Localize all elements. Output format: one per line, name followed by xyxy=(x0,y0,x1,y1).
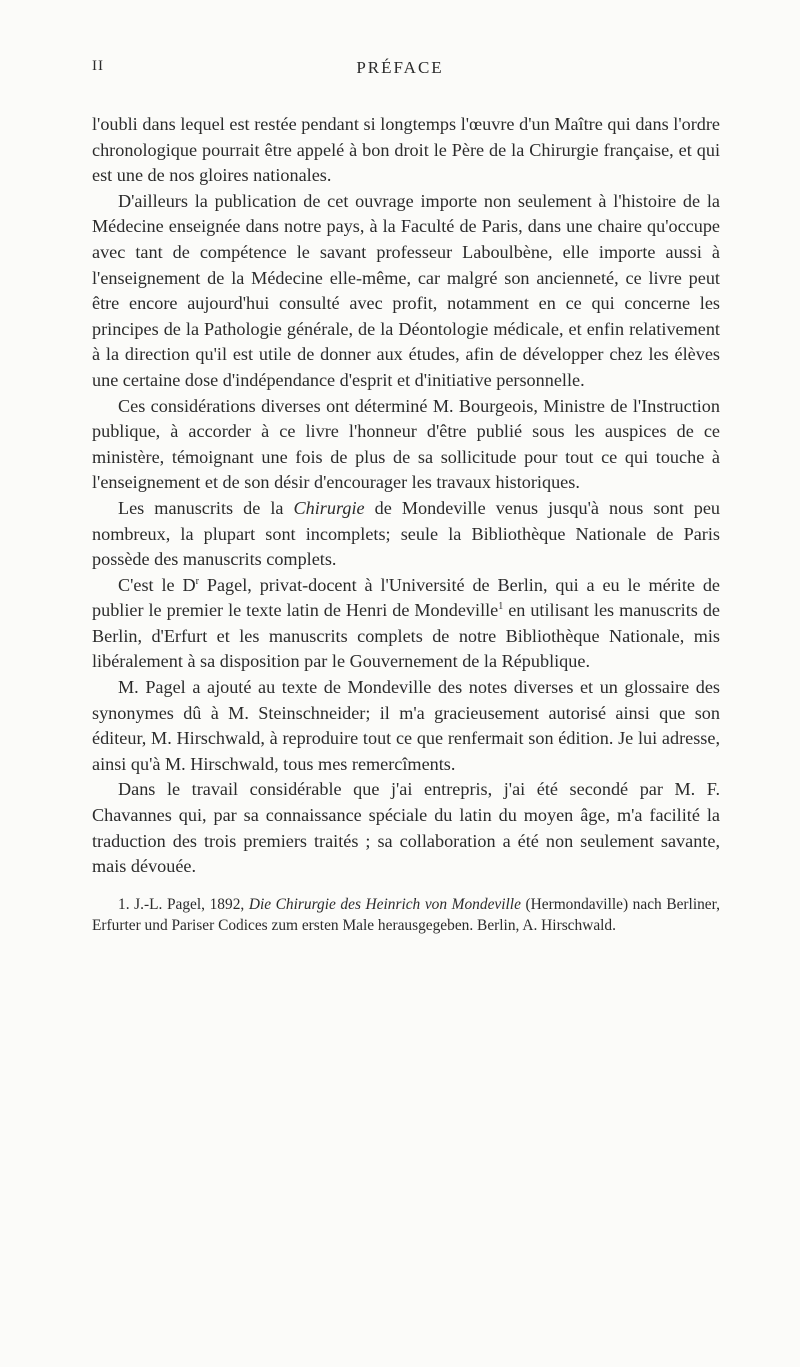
paragraph-5-middle: Pagel, privat-docent à l'Université de Berlin, qui a eu le mérite de publier le premier le texte latin de Henri de Mondeville xyxy=(92,574,720,621)
paragraph-5-end: en utilisant les manuscrits de Berlin, d'Erfurt et les manuscrits complets de notre Bibliothèque Nationale, mis libéralement à sa disposition par le Gouvernement de la République. xyxy=(92,600,720,672)
paragraph-3: Ces considérations diverses ont déterminé M. Bourgeois, Ministre de l'Instruction publique, à accorder à ce livre l'honneur d'être publié sous les auspices de ce ministère, témoignant une fois de plus de sa sollicitude pour tout ce qui touche à l'enseignement et de son désir d'encourager les travaux historiques. xyxy=(92,395,720,493)
doctor-abbreviation-sup: r xyxy=(195,575,199,587)
chirurgie-title-italic: Chirurgie xyxy=(293,497,365,518)
footnote xyxy=(92,894,720,936)
paragraph-4-start: Les manuscrits de la xyxy=(118,497,294,518)
footnote-book-title: Die Chirurgie des Heinrich von Mondeville xyxy=(248,895,521,913)
footnote-reference: 1 xyxy=(498,601,504,613)
footnote-start: 1. J.-L. Pagel, 1892, xyxy=(118,895,249,913)
paragraph-4-end: de Mondeville venus jusqu'à nous sont peu nombreux, la plupart sont incomplets; seule la Bibliothèque Nationale de Paris possède des manuscrits complets. xyxy=(92,497,720,570)
body-text xyxy=(92,112,720,936)
page-number: II xyxy=(92,58,104,74)
footnote-end: (Hermondaville) nach Berliner, Erfurter und Pariser Codices zum ersten Male herausgegeben. Berlin, A. Hirschwald. xyxy=(92,895,720,934)
paragraph-7: Dans le travail considérable que j'ai entrepris, j'ai été secondé par M. F. Chavannes qui, par sa connaissance spéciale du latin du moyen âge, m'a facilité la traduction des trois premiers traités ; sa collaboration a été non seulement savante, mais dévouée. xyxy=(92,779,720,877)
paragraph-1: l'oubli dans lequel est restée pendant si longtemps l'œuvre d'un Maître qui dans l'ordre chronologique pourrait être appelé à bon droit le Père de la Chirurgie française, et qui est une de nos gloires nationales. xyxy=(92,114,720,186)
header-title: PRÉFACE xyxy=(356,58,444,77)
paragraph-5-start: C'est le D xyxy=(118,574,196,595)
paragraph-6: M. Pagel a ajouté au texte de Mondeville des notes diverses et un glossaire des synonymes dû à M. Steinschneider; il m'a gracieusement autorisé ainsi que son éditeur, M. Hirschwald, à reproduire tout ce que renfermait son édition. Je lui adresse, ainsi qu'à M. Hirschwald, tous mes remercîments. xyxy=(92,677,720,774)
paragraph-5 xyxy=(92,573,720,675)
paragraph-4 xyxy=(92,496,720,573)
running-head xyxy=(0,58,800,82)
paragraph-2: D'ailleurs la publication de cet ouvrage importe non seulement à l'histoire de la Médecine enseignée dans notre pays, à la Faculté de Paris, dans une chaire qu'occupe avec tant de compétence le savant professeur Laboulbène, elle importe aussi à l'enseignement de la Médecine elle-même, car malgré son ancienneté, ce livre peut être encore aujourd'hui consulté avec profit, notamment en ce qui concerne les principes de la Pathologie générale, de la Déontologie médicale, et enfin relativement à la direction qu'il est utile de donner aux études, afin de développer chez les élèves une certaine dose d'indépendance d'esprit et d'initiative personnelle. xyxy=(92,190,720,390)
